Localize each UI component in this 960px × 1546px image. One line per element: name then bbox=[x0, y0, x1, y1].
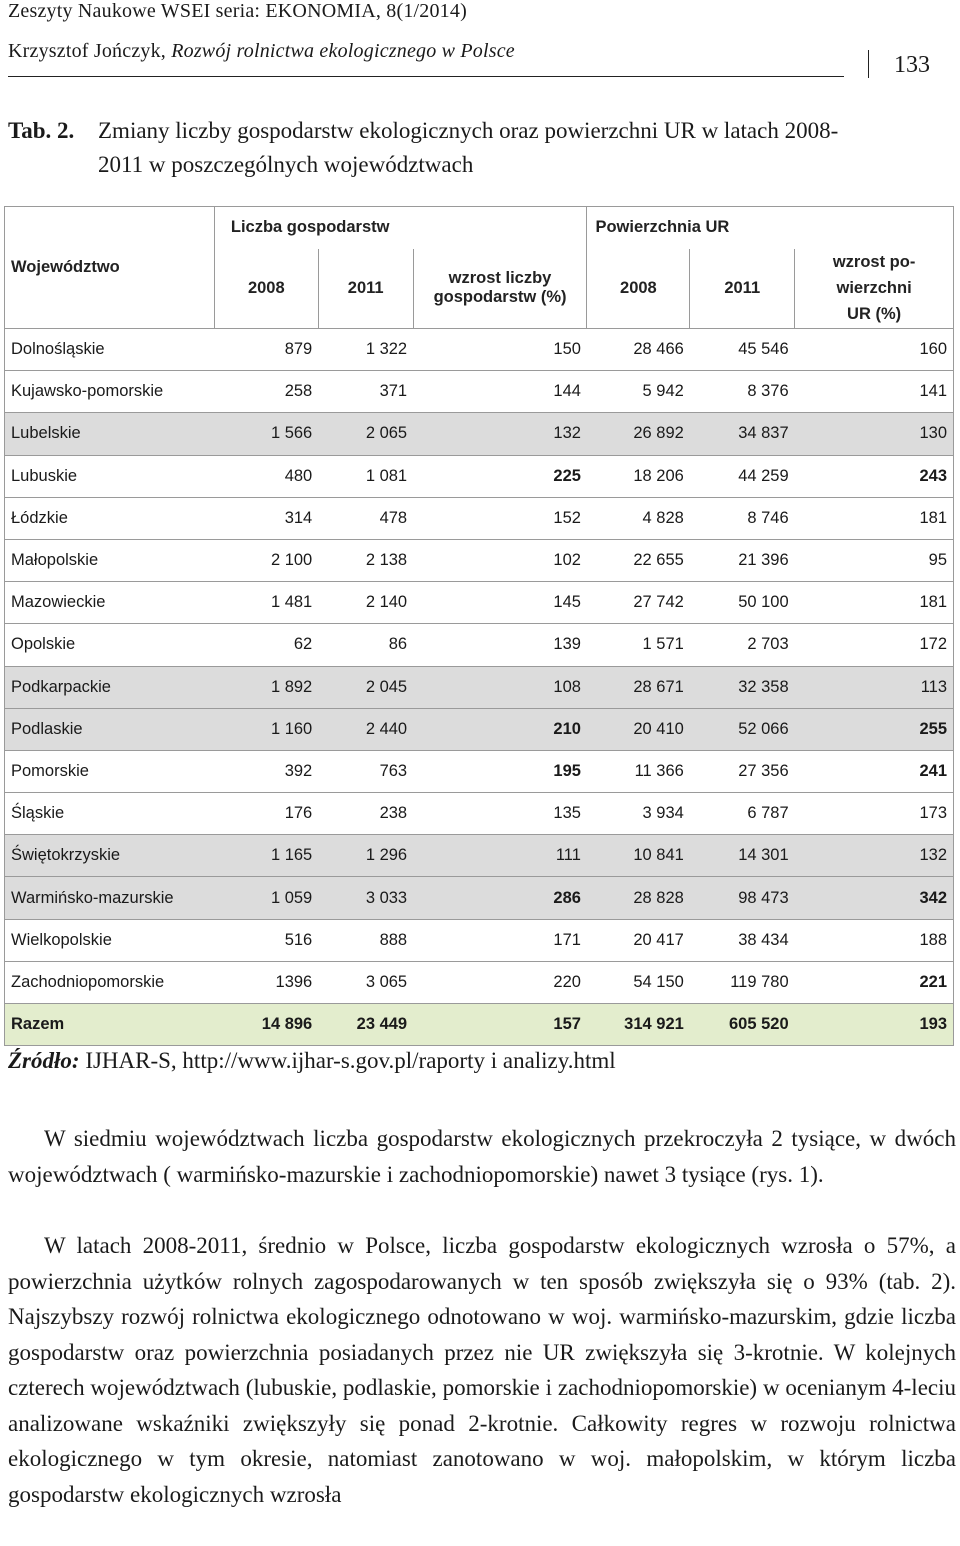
region-name: Razem bbox=[5, 1004, 215, 1046]
table-row bbox=[5, 877, 954, 919]
region-name: Wielkopolskie bbox=[5, 919, 215, 961]
cell-ag: 221 bbox=[795, 961, 954, 1003]
table-number: Tab. 2. bbox=[8, 118, 75, 143]
region-name: Kujawsko-pomorskie bbox=[5, 371, 215, 413]
cell-a2011: 34 837 bbox=[690, 413, 795, 455]
table-row bbox=[5, 666, 954, 708]
cell-ag: 193 bbox=[795, 1004, 954, 1046]
region-name: Lubuskie bbox=[5, 455, 215, 497]
cell-a2008: 20 410 bbox=[587, 708, 690, 750]
cell-f2008: 258 bbox=[214, 371, 318, 413]
cell-a2011: 45 546 bbox=[690, 329, 795, 371]
cell-a2011: 14 301 bbox=[690, 835, 795, 877]
cell-a2008: 54 150 bbox=[587, 961, 690, 1003]
article-title: Rozwój rolnictwa ekologicznego w Polsce bbox=[171, 40, 515, 62]
header-area-group: Powierzchnia UR bbox=[587, 207, 954, 249]
cell-fg: 108 bbox=[413, 666, 587, 708]
cell-ag: 181 bbox=[795, 497, 954, 539]
cell-a2011: 44 259 bbox=[690, 455, 795, 497]
cell-f2008: 1396 bbox=[214, 961, 318, 1003]
cell-a2011: 21 396 bbox=[690, 539, 795, 581]
region-name: Śląskie bbox=[5, 793, 215, 835]
cell-ag: 172 bbox=[795, 624, 954, 666]
cell-a2008: 20 417 bbox=[587, 919, 690, 961]
source-text: IJHAR-S, http://www.ijhar-s.gov.pl/raporty i analizy.html bbox=[85, 1048, 616, 1073]
cell-f2011: 23 449 bbox=[318, 1004, 413, 1046]
cell-a2011: 52 066 bbox=[690, 708, 795, 750]
cell-ag: 160 bbox=[795, 329, 954, 371]
cell-fg: 195 bbox=[413, 750, 587, 792]
paragraph-1: W siedmiu województwach liczba gospodarstw ekologicznych przekroczyła 2 tysiące, w dwóch województwach ( warmińsko-mazurskie i zachodniopomorskie) nawet 3 tysiące (rys. 1). bbox=[8, 1126, 956, 1187]
cell-a2011: 2 703 bbox=[690, 624, 795, 666]
cell-a2011: 32 358 bbox=[690, 666, 795, 708]
cell-a2008: 314 921 bbox=[587, 1004, 690, 1046]
article-header bbox=[8, 40, 515, 63]
cell-f2008: 1 160 bbox=[214, 708, 318, 750]
cell-fg: 135 bbox=[413, 793, 587, 835]
cell-ag: 342 bbox=[795, 877, 954, 919]
cell-fg: 171 bbox=[413, 919, 587, 961]
caption-line-1: Zmiany liczby gospodarstw ekologicznych oraz powierzchni UR w latach 2008- bbox=[98, 118, 839, 143]
table-caption bbox=[8, 114, 953, 182]
table-row bbox=[5, 624, 954, 666]
region-name: Zachodniopomorskie bbox=[5, 961, 215, 1003]
cell-a2011: 50 100 bbox=[690, 582, 795, 624]
region-name: Małopolskie bbox=[5, 539, 215, 581]
cell-ag: 132 bbox=[795, 835, 954, 877]
header-area-2011: 2011 bbox=[690, 249, 795, 329]
cell-f2011: 888 bbox=[318, 919, 413, 961]
cell-f2011: 3 033 bbox=[318, 877, 413, 919]
cell-fg: 111 bbox=[413, 835, 587, 877]
cell-a2008: 5 942 bbox=[587, 371, 690, 413]
cell-fg: 150 bbox=[413, 329, 587, 371]
region-name: Mazowieckie bbox=[5, 582, 215, 624]
source-label: Źródło: bbox=[8, 1048, 80, 1073]
table-total-row bbox=[5, 1004, 954, 1046]
header-farms-2008: 2008 bbox=[214, 249, 318, 329]
header-divider bbox=[868, 50, 869, 78]
cell-a2008: 27 742 bbox=[587, 582, 690, 624]
cell-f2008: 176 bbox=[214, 793, 318, 835]
cell-a2011: 119 780 bbox=[690, 961, 795, 1003]
header-rule bbox=[8, 76, 844, 77]
cell-ag: 255 bbox=[795, 708, 954, 750]
cell-ag: 113 bbox=[795, 666, 954, 708]
cell-ag: 130 bbox=[795, 413, 954, 455]
cell-a2011: 6 787 bbox=[690, 793, 795, 835]
cell-f2008: 516 bbox=[214, 919, 318, 961]
cell-f2008: 879 bbox=[214, 329, 318, 371]
table-row bbox=[5, 413, 954, 455]
cell-fg: 139 bbox=[413, 624, 587, 666]
source-note bbox=[8, 1048, 616, 1074]
table-row bbox=[5, 919, 954, 961]
cell-ag: 95 bbox=[795, 539, 954, 581]
cell-f2008: 1 892 bbox=[214, 666, 318, 708]
region-name: Lubelskie bbox=[5, 413, 215, 455]
cell-ag: 241 bbox=[795, 750, 954, 792]
data-table bbox=[4, 206, 954, 1046]
cell-a2011: 8 376 bbox=[690, 371, 795, 413]
cell-f2008: 2 100 bbox=[214, 539, 318, 581]
region-name: Podkarpackie bbox=[5, 666, 215, 708]
cell-a2008: 28 466 bbox=[587, 329, 690, 371]
region-name: Świętokrzyskie bbox=[5, 835, 215, 877]
cell-f2011: 1 081 bbox=[318, 455, 413, 497]
cell-fg: 132 bbox=[413, 413, 587, 455]
table-row bbox=[5, 329, 954, 371]
cell-f2011: 763 bbox=[318, 750, 413, 792]
area-growth-line-1: wzrost po- bbox=[832, 253, 916, 272]
caption-line-2: 2011 w poszczególnych województwach bbox=[98, 152, 474, 177]
table-body bbox=[5, 329, 954, 1046]
author-name: Krzysztof Jończyk, bbox=[8, 40, 166, 62]
cell-a2008: 11 366 bbox=[587, 750, 690, 792]
header-farms-growth: wzrost liczby gospodarstw (%) bbox=[413, 249, 587, 329]
cell-f2008: 1 165 bbox=[214, 835, 318, 877]
table-row bbox=[5, 708, 954, 750]
cell-fg: 157 bbox=[413, 1004, 587, 1046]
header-area-2008: 2008 bbox=[587, 249, 690, 329]
cell-a2008: 22 655 bbox=[587, 539, 690, 581]
cell-ag: 188 bbox=[795, 919, 954, 961]
region-name: Opolskie bbox=[5, 624, 215, 666]
cell-a2011: 605 520 bbox=[690, 1004, 795, 1046]
cell-a2008: 26 892 bbox=[587, 413, 690, 455]
cell-f2011: 2 138 bbox=[318, 539, 413, 581]
cell-fg: 225 bbox=[413, 455, 587, 497]
cell-a2011: 98 473 bbox=[690, 877, 795, 919]
cell-a2011: 38 434 bbox=[690, 919, 795, 961]
cell-f2011: 371 bbox=[318, 371, 413, 413]
table-row bbox=[5, 371, 954, 413]
cell-f2011: 2 440 bbox=[318, 708, 413, 750]
table-row bbox=[5, 961, 954, 1003]
cell-f2008: 1 481 bbox=[214, 582, 318, 624]
cell-a2008: 28 828 bbox=[587, 877, 690, 919]
table-row bbox=[5, 750, 954, 792]
area-growth-line-2: wierzchni bbox=[836, 279, 912, 298]
region-name: Pomorskie bbox=[5, 750, 215, 792]
cell-fg: 286 bbox=[413, 877, 587, 919]
cell-fg: 144 bbox=[413, 371, 587, 413]
cell-f2011: 86 bbox=[318, 624, 413, 666]
cell-ag: 243 bbox=[795, 455, 954, 497]
cell-f2008: 392 bbox=[214, 750, 318, 792]
cell-a2008: 28 671 bbox=[587, 666, 690, 708]
cell-fg: 145 bbox=[413, 582, 587, 624]
cell-a2011: 27 356 bbox=[690, 750, 795, 792]
cell-a2008: 1 571 bbox=[587, 624, 690, 666]
cell-ag: 141 bbox=[795, 371, 954, 413]
cell-fg: 102 bbox=[413, 539, 587, 581]
header-farms-group: Liczba gospodarstw bbox=[214, 207, 587, 249]
cell-f2011: 2 065 bbox=[318, 413, 413, 455]
cell-f2011: 1 322 bbox=[318, 329, 413, 371]
cell-f2008: 1 059 bbox=[214, 877, 318, 919]
region-name: Warmińsko-mazurskie bbox=[5, 877, 215, 919]
table-row bbox=[5, 497, 954, 539]
table-row bbox=[5, 455, 954, 497]
table-row bbox=[5, 793, 954, 835]
cell-fg: 152 bbox=[413, 497, 587, 539]
cell-f2011: 3 065 bbox=[318, 961, 413, 1003]
cell-a2008: 3 934 bbox=[587, 793, 690, 835]
cell-fg: 220 bbox=[413, 961, 587, 1003]
table-row bbox=[5, 582, 954, 624]
cell-f2008: 14 896 bbox=[214, 1004, 318, 1046]
cell-f2008: 480 bbox=[214, 455, 318, 497]
cell-f2008: 314 bbox=[214, 497, 318, 539]
paragraph-2: W latach 2008-2011, średnio w Polsce, liczba gospodarstw ekologicznych wzrosła o 57%, a powierzchnia użytków rolnych zagospodarowanych w ten sposób zwiększyła się o 93% (tab. 2). Najszybszy rozwój rolnictwa ekologicznego odnotowano w woj. warmińsko-mazurskim, gdzie liczba gospodarstw oraz powierzchnia posiadanych przez nie UR zwiększyła się 3-krotnie. W kolejnych czterech województwach (lubuskie, podlaskie, pomorskie i zachodniopomorskie) w ocenianym 4-leciu analizowane wskaźniki zwiększyły się ponad 2-krotnie. Całkowity regres w rozwoju rolnictwa ekologicznego w tym okresie, natomiast zanotowano w woj. małopolskim, w którym liczba gospodarstw ekologicznych wzrosła bbox=[8, 1233, 956, 1507]
cell-f2011: 1 296 bbox=[318, 835, 413, 877]
cell-a2008: 4 828 bbox=[587, 497, 690, 539]
region-name: Podlaskie bbox=[5, 708, 215, 750]
cell-f2011: 238 bbox=[318, 793, 413, 835]
page-number: 133 bbox=[894, 52, 930, 78]
cell-a2008: 10 841 bbox=[587, 835, 690, 877]
cell-ag: 181 bbox=[795, 582, 954, 624]
header-region: Województwo bbox=[5, 207, 215, 329]
region-name: Dolnośląskie bbox=[5, 329, 215, 371]
header-farms-2011: 2011 bbox=[318, 249, 413, 329]
table-row bbox=[5, 835, 954, 877]
table-row bbox=[5, 539, 954, 581]
header-area-growth bbox=[795, 249, 954, 329]
cell-f2008: 62 bbox=[214, 624, 318, 666]
area-growth-line-3: UR (%) bbox=[847, 305, 902, 324]
cell-f2008: 1 566 bbox=[214, 413, 318, 455]
cell-ag: 173 bbox=[795, 793, 954, 835]
cell-a2011: 8 746 bbox=[690, 497, 795, 539]
cell-f2011: 2 140 bbox=[318, 582, 413, 624]
cell-f2011: 2 045 bbox=[318, 666, 413, 708]
cell-f2011: 478 bbox=[318, 497, 413, 539]
journal-header: Zeszyty Naukowe WSEI seria: EKONOMIA, 8(1/2014) bbox=[8, 0, 467, 22]
cell-fg: 210 bbox=[413, 708, 587, 750]
region-name: Łódzkie bbox=[5, 497, 215, 539]
cell-a2008: 18 206 bbox=[587, 455, 690, 497]
